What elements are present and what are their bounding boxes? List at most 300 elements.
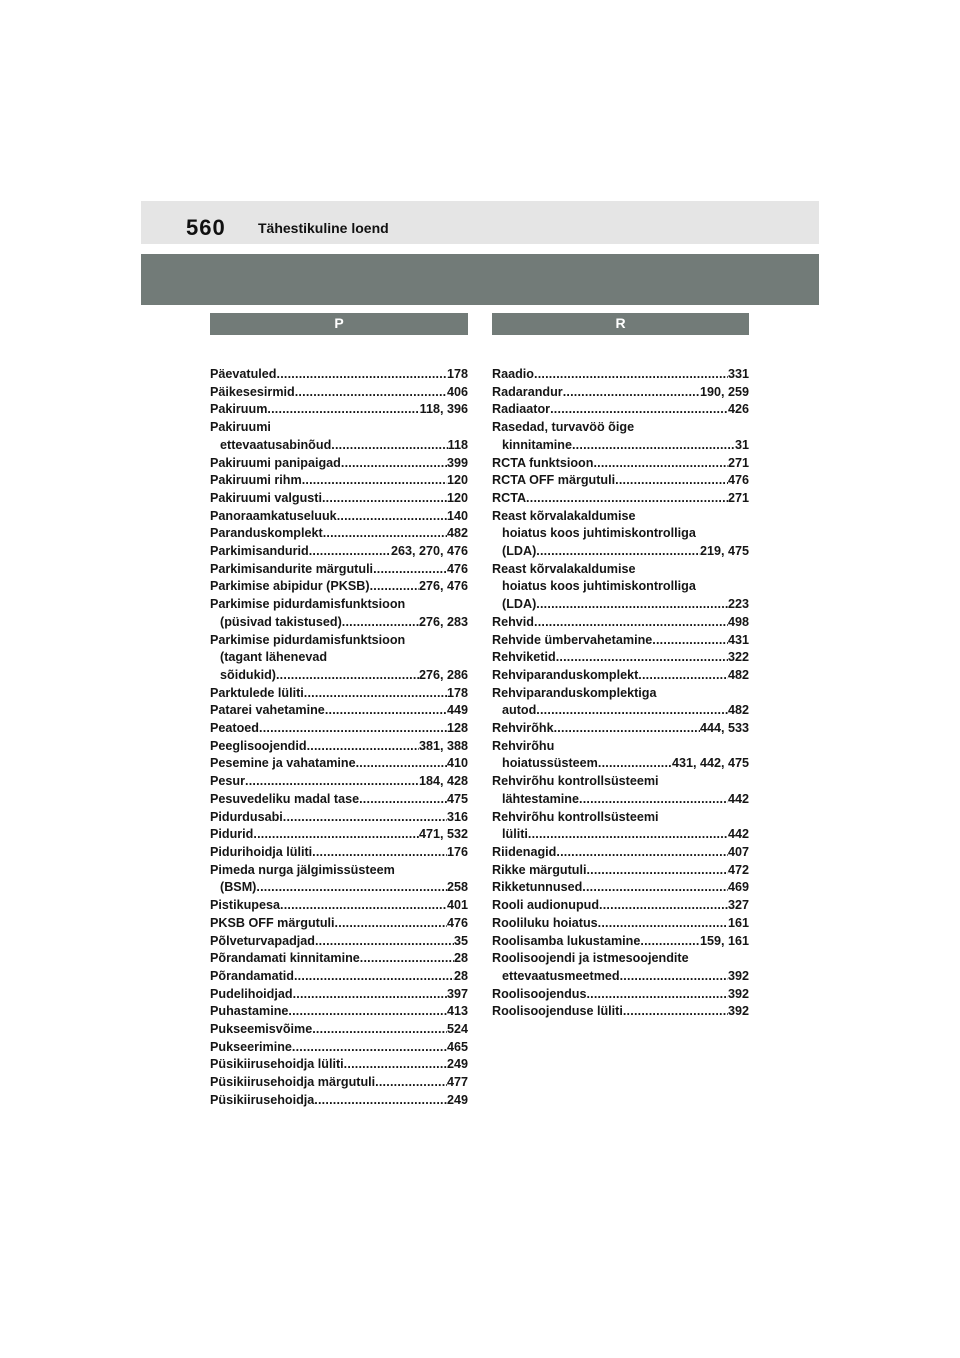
page-reference: 120 xyxy=(446,473,468,488)
page-reference: 128 xyxy=(446,721,468,736)
index-entry-line xyxy=(492,649,749,667)
dot-leader xyxy=(253,826,419,844)
page-reference: 444, 533 xyxy=(699,721,749,736)
index-term: Rehviketid xyxy=(492,650,556,665)
index-entry-line xyxy=(210,472,468,490)
page-reference: 431, 442, 475 xyxy=(671,756,749,771)
index-entry-line xyxy=(492,632,749,650)
dot-leader xyxy=(323,525,447,543)
dot-leader xyxy=(280,897,447,915)
page-reference: 482 xyxy=(727,703,749,718)
index-entry-line xyxy=(492,844,749,862)
dot-leader xyxy=(283,809,447,827)
page-reference: 178 xyxy=(446,685,468,700)
index-term: Pakiruumi panipaigad xyxy=(210,455,341,470)
index-entry-line xyxy=(492,685,749,703)
dot-leader xyxy=(640,933,700,951)
page-reference: 316 xyxy=(446,809,468,824)
index-term: Paranduskomplekt xyxy=(210,526,323,541)
index-entry xyxy=(210,897,468,915)
index-entry-line xyxy=(210,596,468,614)
index-entry xyxy=(492,401,749,419)
page-reference: 28 xyxy=(453,968,468,983)
page-title: Tähestikuline loend xyxy=(258,220,389,236)
index-entry xyxy=(210,862,468,897)
index-entry-line xyxy=(492,986,749,1004)
index-entry xyxy=(210,773,468,791)
index-entry-line xyxy=(492,437,749,455)
dot-leader xyxy=(288,1003,447,1021)
letter-heading-p: P xyxy=(210,313,468,335)
index-entry-line xyxy=(210,773,468,791)
index-entry-line xyxy=(210,738,468,756)
dot-leader xyxy=(315,933,454,951)
page-reference: 120 xyxy=(446,490,468,505)
dot-leader xyxy=(615,472,728,490)
page-reference: 471, 532 xyxy=(418,827,468,842)
index-term: Pidurihoidja lüliti xyxy=(210,844,313,859)
index-entry-line xyxy=(210,1056,468,1074)
index-entry-line xyxy=(492,915,749,933)
index-term: Rikke märgutuli xyxy=(492,862,587,877)
index-entry-line xyxy=(210,1092,468,1110)
index-entry xyxy=(492,720,749,738)
index-entry-line xyxy=(210,1021,468,1039)
index-term: Rikketunnused xyxy=(492,880,583,895)
index-term: Reast kõrvalakaldumise xyxy=(492,508,636,523)
index-term: Päikesesirmid xyxy=(210,384,295,399)
index-entry-line xyxy=(210,755,468,773)
page-reference: 449 xyxy=(446,703,468,718)
index-entry-line xyxy=(210,968,468,986)
dot-leader xyxy=(307,738,419,756)
index-entry-line xyxy=(210,543,468,561)
page-reference: 410 xyxy=(446,756,468,771)
index-term: hoiatus koos juhtimiskontrolliga xyxy=(502,526,696,541)
index-term: Rooliluku hoiatus xyxy=(492,915,598,930)
index-term: Riidenagid xyxy=(492,844,557,859)
index-entry-line xyxy=(492,667,749,685)
index-entry-line xyxy=(492,455,749,473)
index-term: Põrandamatid xyxy=(210,968,294,983)
index-entry xyxy=(492,455,749,473)
index-term: Pesur xyxy=(210,774,246,789)
index-term: hoiatussüsteem xyxy=(502,756,598,771)
dot-leader xyxy=(322,490,447,508)
page-reference: 397 xyxy=(446,986,468,1001)
index-entry xyxy=(210,366,468,384)
index-term: Radiaator xyxy=(492,402,551,417)
dot-leader xyxy=(550,401,728,419)
dot-leader xyxy=(295,384,447,402)
page-reference: 322 xyxy=(727,650,749,665)
index-term: lähtestamine xyxy=(502,791,579,806)
index-entry xyxy=(210,826,468,844)
index-term: Pistikupesa xyxy=(210,898,280,913)
index-entry-line xyxy=(210,508,468,526)
index-term: Pidurdusabi xyxy=(210,809,283,824)
dot-leader xyxy=(267,401,419,419)
page-reference: 399 xyxy=(446,455,468,470)
index-term: Rehvirõhk xyxy=(492,721,554,736)
index-term: Pudelihoidjad xyxy=(210,986,293,1001)
page-reference: 276, 283 xyxy=(418,614,468,629)
index-entry-line xyxy=(210,632,468,650)
index-term: Peatoed xyxy=(210,721,259,736)
page-reference: 406 xyxy=(446,384,468,399)
dot-leader xyxy=(304,685,447,703)
page-reference: 35 xyxy=(453,933,468,948)
page-reference: 482 xyxy=(446,526,468,541)
index-entry xyxy=(210,472,468,490)
index-term: Pesuvedeliku madal tase xyxy=(210,791,360,806)
index-term: Püsikiirusehoidja märgutuli xyxy=(210,1075,376,1090)
dot-leader xyxy=(586,862,728,880)
index-entry-line xyxy=(492,525,749,543)
index-term: Patarei vahetamine xyxy=(210,703,325,718)
index-term: Rooli audionupud xyxy=(492,898,600,913)
index-entry-line xyxy=(210,578,468,596)
index-entry-line xyxy=(210,1074,468,1092)
index-term: sõidukid) xyxy=(220,667,276,682)
dot-leader xyxy=(579,791,728,809)
index-entry xyxy=(210,455,468,473)
dot-leader xyxy=(342,614,419,632)
index-term: Rehvirõhu xyxy=(492,738,555,753)
index-entry xyxy=(210,596,468,631)
index-entry xyxy=(492,879,749,897)
page-reference: 477 xyxy=(446,1075,468,1090)
index-entry xyxy=(492,986,749,1004)
page-reference: 118 xyxy=(447,437,468,452)
page-reference: 524 xyxy=(446,1022,468,1037)
index-term: (BSM) xyxy=(220,880,257,895)
page-reference: 413 xyxy=(446,1004,468,1019)
index-entry xyxy=(210,578,468,596)
index-entry-line xyxy=(492,968,749,986)
index-entry-line xyxy=(210,1039,468,1057)
index-entry-line xyxy=(210,933,468,951)
index-term: Raadio xyxy=(492,367,534,381)
dot-leader xyxy=(360,950,454,968)
index-entry-line xyxy=(492,543,749,561)
page-reference: 276, 476 xyxy=(418,579,468,594)
page-reference: 276, 286 xyxy=(418,667,468,682)
index-entry xyxy=(210,1092,468,1110)
dot-leader xyxy=(312,1021,447,1039)
page-reference: 472 xyxy=(727,862,749,877)
index-entry xyxy=(492,933,749,951)
page-reference: 190, 259 xyxy=(699,384,749,399)
dot-leader xyxy=(556,844,728,862)
dot-leader xyxy=(293,986,447,1004)
index-entry-line xyxy=(210,525,468,543)
index-term: (püsivad takistused) xyxy=(220,614,342,629)
index-entry xyxy=(210,1003,468,1021)
dot-leader xyxy=(554,720,700,738)
page-reference: 271 xyxy=(727,490,749,505)
dot-leader xyxy=(344,1056,447,1074)
index-term: Rehvirõhu kontrollsüsteemi xyxy=(492,774,659,789)
page-reference: 392 xyxy=(727,1004,749,1019)
dot-leader xyxy=(536,543,700,561)
index-term: autod xyxy=(502,703,537,718)
index-term: RCTA xyxy=(492,490,527,505)
index-entry xyxy=(210,968,468,986)
index-term: Parkimise abipidur (PKSB) xyxy=(210,579,370,594)
page-reference: 249 xyxy=(446,1057,468,1072)
index-entry xyxy=(210,1056,468,1074)
index-term: Rehvide ümbervahetamine xyxy=(492,632,653,647)
index-entry-line xyxy=(210,561,468,579)
index-term: lüliti xyxy=(502,827,528,842)
index-entry-line xyxy=(492,950,749,968)
index-term: Pesemine ja vahatamine xyxy=(210,756,356,771)
index-term: RCTA OFF märgutuli xyxy=(492,473,616,488)
dot-leader xyxy=(536,702,728,720)
index-entry xyxy=(210,561,468,579)
entry-list-p xyxy=(210,366,468,1110)
index-entry-line xyxy=(210,649,468,667)
dot-leader xyxy=(375,1074,447,1092)
index-term: Parkimise pidurdamisfunktsioon xyxy=(210,597,406,612)
index-entry-line xyxy=(492,508,749,526)
index-entry-line xyxy=(210,791,468,809)
index-term: ettevaatusabinõud xyxy=(220,437,332,452)
page-reference: 178 xyxy=(446,367,468,381)
index-entry-line xyxy=(210,685,468,703)
dot-leader xyxy=(536,596,728,614)
page-reference: 184, 428 xyxy=(418,774,468,789)
page-reference: 176 xyxy=(446,844,468,859)
index-entry-line xyxy=(210,366,468,384)
index-entry-line xyxy=(492,596,749,614)
page-reference: 465 xyxy=(446,1039,468,1054)
dot-leader xyxy=(638,667,728,685)
index-entry xyxy=(210,525,468,543)
index-term: (LDA) xyxy=(502,544,537,559)
page-reference: 476 xyxy=(446,915,468,930)
page-reference: 498 xyxy=(727,614,749,629)
index-entry xyxy=(492,844,749,862)
dot-leader xyxy=(325,702,447,720)
index-entry-line xyxy=(492,366,749,384)
index-entry xyxy=(210,738,468,756)
index-term: Pidurid xyxy=(210,827,254,842)
index-term: Põlveturvapadjad xyxy=(210,933,315,948)
index-term: Roolisamba lukustamine xyxy=(492,933,641,948)
page-reference: 331 xyxy=(727,367,749,381)
index-term: Roolisoojendi ja istmesoojendite xyxy=(492,951,689,966)
index-entry-line xyxy=(492,561,749,579)
dot-leader xyxy=(593,455,728,473)
page-reference: 263, 270, 476 xyxy=(390,544,468,559)
index-entry-line xyxy=(492,809,749,827)
index-term: Puhastamine xyxy=(210,1004,289,1019)
index-term: Peeglisoojendid xyxy=(210,738,307,753)
index-entry xyxy=(492,950,749,985)
index-entry xyxy=(210,490,468,508)
index-entry xyxy=(210,950,468,968)
index-entry-line xyxy=(492,384,749,402)
index-entry-line xyxy=(210,614,468,632)
index-entry-line xyxy=(210,986,468,1004)
index-entry-line xyxy=(210,667,468,685)
page-reference: 327 xyxy=(727,898,749,913)
page-reference: 118, 396 xyxy=(419,402,468,417)
index-term: Pimeda nurga jälgimissüsteem xyxy=(210,862,395,877)
index-entry-line xyxy=(492,879,749,897)
index-term: Rehviparanduskomplektiga xyxy=(492,685,657,700)
index-entry xyxy=(210,844,468,862)
section-band xyxy=(141,254,819,305)
dot-leader xyxy=(652,632,728,650)
index-entry xyxy=(492,508,749,561)
index-entry xyxy=(492,773,749,808)
index-entry-line xyxy=(210,897,468,915)
index-term: Pukseerimine xyxy=(210,1039,292,1054)
index-entry xyxy=(492,667,749,685)
index-entry xyxy=(210,702,468,720)
index-entry xyxy=(210,720,468,738)
dot-leader xyxy=(556,649,728,667)
dot-leader xyxy=(598,915,728,933)
index-entry-line xyxy=(492,720,749,738)
page-reference: 469 xyxy=(727,880,749,895)
index-entry xyxy=(210,809,468,827)
index-entry xyxy=(210,508,468,526)
index-entry xyxy=(210,419,468,454)
dot-leader xyxy=(620,968,728,986)
index-entry-line xyxy=(210,490,468,508)
dot-leader xyxy=(277,366,447,384)
index-entry-line xyxy=(492,578,749,596)
dot-leader xyxy=(331,437,447,455)
index-term: hoiatus koos juhtimiskontrolliga xyxy=(502,579,696,594)
index-entry xyxy=(210,685,468,703)
index-term: Pakiruumi valgusti xyxy=(210,490,322,505)
index-entry xyxy=(210,401,468,419)
index-entry xyxy=(210,986,468,1004)
dot-leader xyxy=(259,720,447,738)
dot-leader xyxy=(563,384,700,402)
index-entry xyxy=(210,632,468,685)
page-reference: 401 xyxy=(446,898,468,913)
index-entry-line xyxy=(492,933,749,951)
index-entry xyxy=(492,685,749,720)
index-entry-line xyxy=(210,844,468,862)
page-reference: 28 xyxy=(453,951,468,966)
index-term: Põrandamati kinnitamine xyxy=(210,951,360,966)
dot-leader xyxy=(623,1003,728,1021)
index-entry xyxy=(492,472,749,490)
index-entry-line xyxy=(210,1003,468,1021)
page-reference: 392 xyxy=(727,968,749,983)
index-term: PKSB OFF märgutuli xyxy=(210,915,335,930)
dot-leader xyxy=(276,667,419,685)
page-reference: 442 xyxy=(727,827,749,842)
index-entry xyxy=(492,649,749,667)
index-term: Radarandur xyxy=(492,384,563,399)
dot-leader xyxy=(599,897,728,915)
page-reference: 140 xyxy=(446,508,468,523)
index-entry-line xyxy=(210,915,468,933)
page-reference: 476 xyxy=(446,561,468,576)
index-entry-line xyxy=(492,702,749,720)
index-term: Pakiruumi xyxy=(210,420,271,435)
page-reference: 159, 161 xyxy=(699,933,749,948)
index-entry xyxy=(210,1074,468,1092)
index-entry-line xyxy=(210,826,468,844)
index-entry xyxy=(492,862,749,880)
index-term: Pakiruumi rihm xyxy=(210,473,302,488)
index-entry-line xyxy=(492,738,749,756)
index-entry-line xyxy=(492,472,749,490)
index-entry-line xyxy=(210,437,468,455)
index-entry xyxy=(210,384,468,402)
index-column-r xyxy=(492,313,749,1021)
index-entry xyxy=(492,1003,749,1021)
index-entry-line xyxy=(492,614,749,632)
dot-leader xyxy=(337,508,447,526)
entry-list-r xyxy=(492,366,749,1021)
index-entry-line xyxy=(210,455,468,473)
dot-leader xyxy=(534,366,728,384)
index-term: Püsikiirusehoidja lüliti xyxy=(210,1057,344,1072)
dot-leader xyxy=(312,844,447,862)
index-term: ettevaatusmeetmed xyxy=(502,968,620,983)
page-reference: 249 xyxy=(446,1092,468,1107)
index-entry-line xyxy=(492,490,749,508)
letter-heading-r: R xyxy=(492,313,749,335)
index-term: kinnitamine xyxy=(502,437,572,452)
index-entry xyxy=(210,791,468,809)
index-entry-line xyxy=(210,384,468,402)
dot-leader xyxy=(245,773,419,791)
dot-leader xyxy=(356,755,447,773)
index-entry xyxy=(492,384,749,402)
index-entry xyxy=(210,755,468,773)
index-term: Püsikiirusehoidja xyxy=(210,1092,315,1107)
dot-leader xyxy=(582,879,728,897)
dot-leader xyxy=(294,968,454,986)
index-entry-line xyxy=(210,879,468,897)
index-term: Parkimise pidurdamisfunktsioon xyxy=(210,632,406,647)
index-term: Pakiruum xyxy=(210,402,268,417)
page-reference: 392 xyxy=(727,986,749,1001)
index-entry xyxy=(492,632,749,650)
index-entry-line xyxy=(492,773,749,791)
index-term: (tagant lähenevad xyxy=(220,650,328,665)
index-term: Pukseemisvõime xyxy=(210,1022,313,1037)
dot-leader xyxy=(302,472,447,490)
index-term: Rehvirõhu kontrollsüsteemi xyxy=(492,809,659,824)
index-entry-line xyxy=(492,791,749,809)
dot-leader xyxy=(526,490,728,508)
index-entry-line xyxy=(210,809,468,827)
index-entry-line xyxy=(210,401,468,419)
index-term: RCTA funktsioon xyxy=(492,455,594,470)
index-term: Rehvid xyxy=(492,614,534,629)
dot-leader xyxy=(598,755,672,773)
page-reference: 442 xyxy=(727,791,749,806)
index-term: Panoraamkatuseluuk xyxy=(210,508,337,523)
page-number: 560 xyxy=(186,215,226,240)
index-entry-line xyxy=(492,755,749,773)
index-term: Reast kõrvalakaldumise xyxy=(492,561,636,576)
page-reference: 31 xyxy=(734,437,749,452)
page-reference: 271 xyxy=(727,455,749,470)
